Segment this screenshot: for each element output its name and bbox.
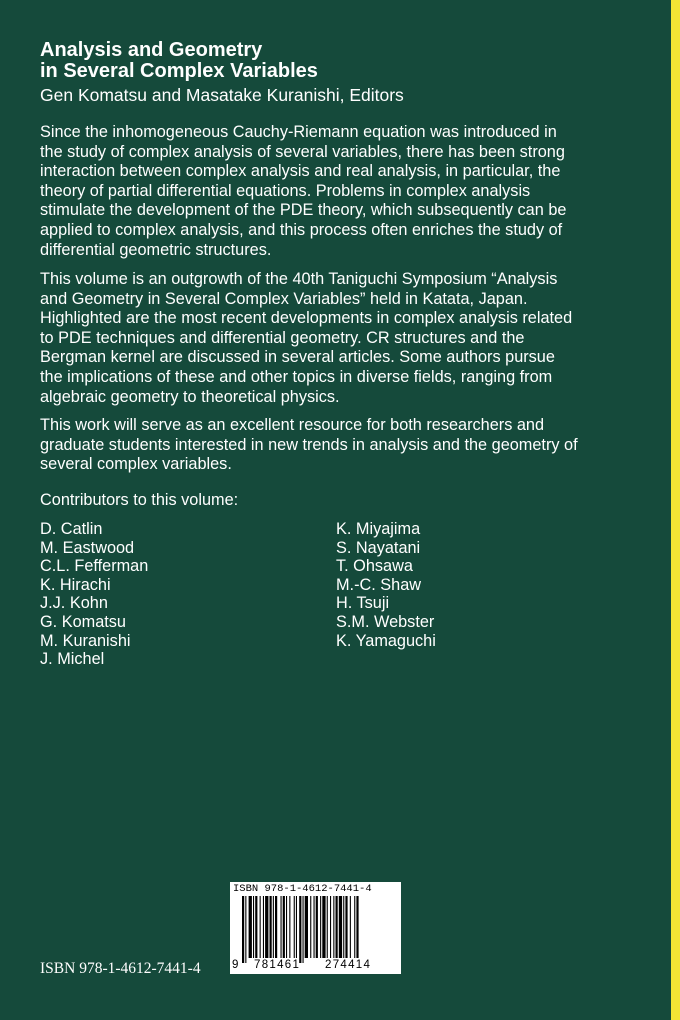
barcode-digit-group-2: 274414 bbox=[325, 959, 372, 971]
barcode-bar bbox=[343, 896, 344, 958]
description-paragraph-2 bbox=[40, 270, 644, 407]
contributor-name: K. Hirachi bbox=[40, 575, 111, 594]
book-title-line-1: Analysis and Geometry bbox=[40, 39, 263, 61]
paragraph-line: theory of partial differential equations. Problems in complex analysis bbox=[40, 181, 531, 200]
paragraph-line: Since the inhomogeneous Cauchy-Riemann equation was introduced in bbox=[40, 123, 557, 141]
barcode-bar bbox=[305, 896, 308, 958]
paragraph-line: interaction between complex analysis and real analysis, in particular, the bbox=[40, 162, 561, 181]
barcode-bar bbox=[322, 896, 325, 958]
barcode-bar bbox=[260, 896, 261, 958]
paragraph-line: This volume is an outgrowth of the 40th Taniguchi Symposium “Analysis bbox=[40, 270, 558, 288]
barcode-bar bbox=[310, 896, 311, 958]
contributor-name: T. Ohsawa bbox=[336, 557, 413, 576]
barcode-bar bbox=[356, 896, 358, 958]
paragraph-line: the implications of these and other topics in diverse fields, ranging from bbox=[40, 367, 553, 386]
barcode-isbn-label: ISBN 978-1-4612-7441-4 bbox=[233, 883, 372, 895]
isbn-barcode bbox=[230, 882, 401, 974]
paragraph-line: and Geometry in Several Complex Variables” held in Katata, Japan. bbox=[40, 289, 528, 308]
editors-line: Gen Komatsu and Masatake Kuranishi, Editors bbox=[40, 85, 404, 105]
barcode-bar bbox=[245, 896, 246, 963]
paragraph-line: the study of complex analysis of several variables, there has been strong bbox=[40, 142, 565, 161]
barcode-bar bbox=[249, 896, 252, 958]
barcode-bar bbox=[253, 896, 254, 958]
barcode-bar bbox=[336, 896, 338, 958]
contributors-right-column bbox=[336, 520, 436, 650]
barcode-bar bbox=[286, 896, 287, 958]
barcode-bar bbox=[242, 896, 244, 963]
contributor-name: M. Eastwood bbox=[40, 538, 135, 557]
barcode-bar bbox=[320, 896, 321, 958]
contributor-name: J.J. Kohn bbox=[40, 594, 108, 613]
contributor-name: K. Yamaguchi bbox=[336, 631, 436, 650]
barcode-bar bbox=[350, 896, 351, 958]
barcode-bar bbox=[333, 896, 334, 958]
barcode-bar bbox=[255, 896, 257, 958]
paragraph-line: graduate students interested in new trends in analysis and the geometry of bbox=[40, 435, 578, 454]
book-title-line-2: in Several Complex Variables bbox=[40, 60, 318, 82]
barcode-bar bbox=[273, 896, 274, 958]
contributor-name: M.-C. Shaw bbox=[336, 575, 422, 594]
barcode-bar bbox=[316, 896, 318, 958]
barcode-bar bbox=[283, 896, 285, 958]
barcode-bar bbox=[314, 896, 315, 958]
book-title bbox=[40, 40, 318, 82]
contributors-heading: Contributors to this volume: bbox=[40, 491, 239, 509]
paragraph-line: This work will serve as an excellent resource for both researchers and bbox=[40, 416, 545, 434]
barcode-bar bbox=[299, 896, 301, 963]
contributors-left-column bbox=[40, 520, 148, 669]
barcode-bar bbox=[327, 896, 328, 958]
barcode-digit-first: 9 bbox=[232, 959, 240, 971]
barcode-bar bbox=[296, 896, 297, 958]
description-paragraph-3 bbox=[40, 416, 644, 475]
barcode-bar bbox=[275, 896, 277, 958]
contributor-name: S. Nayatani bbox=[336, 538, 421, 557]
barcode-bar bbox=[281, 896, 282, 958]
spine-strip bbox=[671, 0, 680, 1020]
barcode-bar bbox=[265, 896, 268, 958]
paragraph-line: Highlighted are the most recent developments in complex analysis related bbox=[40, 309, 573, 328]
paragraph-line: Bergman kernel are discussed in several articles. Some authors pursue bbox=[40, 348, 555, 367]
paragraph-line: several complex variables. bbox=[40, 455, 232, 474]
barcode-bar bbox=[345, 896, 347, 958]
barcode-bar bbox=[339, 896, 342, 958]
barcode-bar bbox=[289, 896, 290, 958]
barcode-bar bbox=[270, 896, 272, 958]
paragraph-line: stimulate the development of the PDE theory, which subsequently can be bbox=[40, 201, 567, 220]
barcode-bar bbox=[354, 896, 355, 958]
contributor-name: C.L. Fefferman bbox=[40, 557, 149, 576]
paragraph-line: applied to complex analysis, and this process often enriches the study of bbox=[40, 220, 563, 239]
paragraph-line: differential geometric structures. bbox=[40, 240, 272, 259]
paragraph-line: algebraic geometry to theoretical physics. bbox=[40, 387, 340, 406]
paragraph-line: to PDE techniques and differential geometry. CR structures and the bbox=[40, 328, 525, 347]
contributor-name: G. Komatsu bbox=[40, 612, 126, 631]
barcode-digit-group-1: 781461 bbox=[254, 959, 301, 971]
contributor-name: K. Miyajima bbox=[336, 520, 421, 538]
barcode-bar bbox=[303, 896, 304, 963]
contributor-name: J. Michel bbox=[40, 650, 105, 669]
contributor-name: D. Catlin bbox=[40, 520, 103, 538]
description-paragraph-1 bbox=[40, 123, 644, 260]
contributor-name: H. Tsuji bbox=[336, 594, 390, 613]
contributor-name: M. Kuranishi bbox=[40, 631, 131, 650]
isbn-printed: ISBN 978-1-4612-7441-4 bbox=[40, 960, 201, 977]
barcode-bar bbox=[330, 896, 331, 958]
barcode-bar bbox=[263, 896, 264, 958]
barcode-bar bbox=[294, 896, 295, 958]
contributor-name: S.M. Webster bbox=[336, 612, 435, 631]
